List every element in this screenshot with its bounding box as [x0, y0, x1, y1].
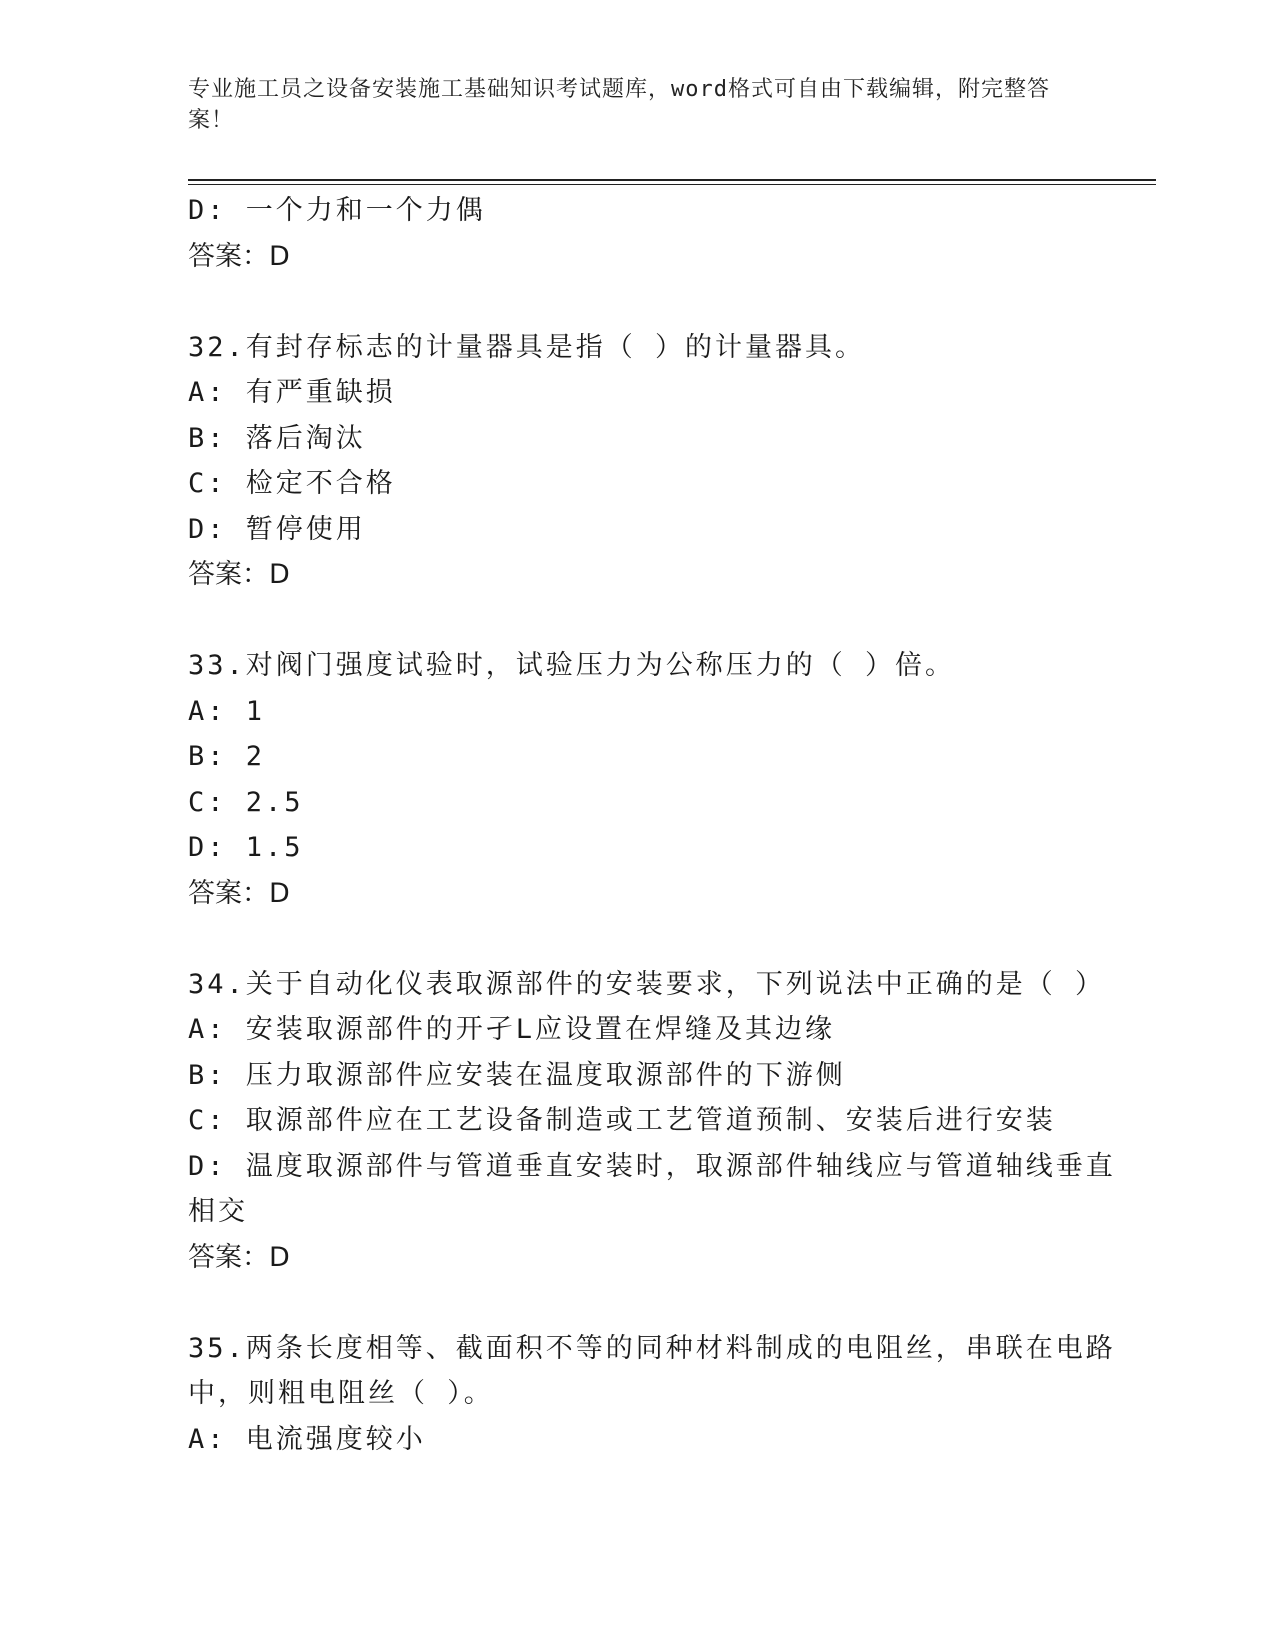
option-line: A: 电流强度较小	[188, 1423, 426, 1455]
question-33-stem: 33.对阀门强度试验时，试验压力为公称压力的（ ）倍。	[188, 650, 956, 681]
option-line: D: 暂停使用	[188, 513, 366, 545]
option-line: B: 落后淘汰	[188, 422, 366, 454]
question-32-stem: 32.有封存标志的计量器具是指（ ）的计量器具。	[188, 331, 866, 363]
option-line: D: 1.5	[188, 832, 304, 863]
answer-line: 答案：D	[188, 1241, 290, 1273]
answer-line: 答案：D	[188, 559, 290, 590]
question-34-stem: 34.关于自动化仪表取源部件的安装要求，下列说法中正确的是（ ）	[188, 968, 1106, 1000]
question-35-stem: 35.两条长度相等、截面积不等的同种材料制成的电阻丝，串联在电路	[188, 1332, 1116, 1364]
answer-line: 答案：D	[188, 240, 290, 272]
option-line: D: 温度取源部件与管道垂直安装时，取源部件轴线应与管道轴线垂直	[188, 1150, 1116, 1182]
spacer	[188, 1280, 1088, 1326]
option-line: B: 压力取源部件应安装在温度取源部件的下游侧	[188, 1059, 846, 1091]
question-35-stem-continued: 中，则粗电阻丝（ ）。	[188, 1378, 494, 1409]
option-line: D: 一个力和一个力偶	[188, 195, 486, 226]
answer-line: 答案：D	[188, 877, 290, 909]
option-line: C: 2.5	[188, 786, 304, 818]
question-content	[188, 188, 1116, 1462]
header-rule-thick	[188, 179, 1156, 181]
spacer	[188, 916, 1088, 962]
header-rule-thin	[188, 184, 1156, 185]
option-line: B: 2	[188, 741, 266, 772]
option-line: A: 1	[188, 695, 266, 727]
option-line: C: 检定不合格	[188, 468, 396, 499]
option-line: A: 有严重缺损	[188, 377, 396, 408]
option-line: C: 取源部件应在工艺设备制造或工艺管道预制、安装后进行安装	[188, 1105, 1056, 1136]
document-header: 专业施工员之设备安装施工基础知识考试题库，word格式可自由下载编辑，附完整答案！	[188, 77, 1050, 133]
spacer	[188, 598, 1088, 644]
option-line: A: 安装取源部件的开孑L应设置在焊缝及其边缘	[188, 1014, 836, 1045]
spacer	[188, 279, 1088, 325]
option-line-continued: 相交	[188, 1196, 248, 1227]
